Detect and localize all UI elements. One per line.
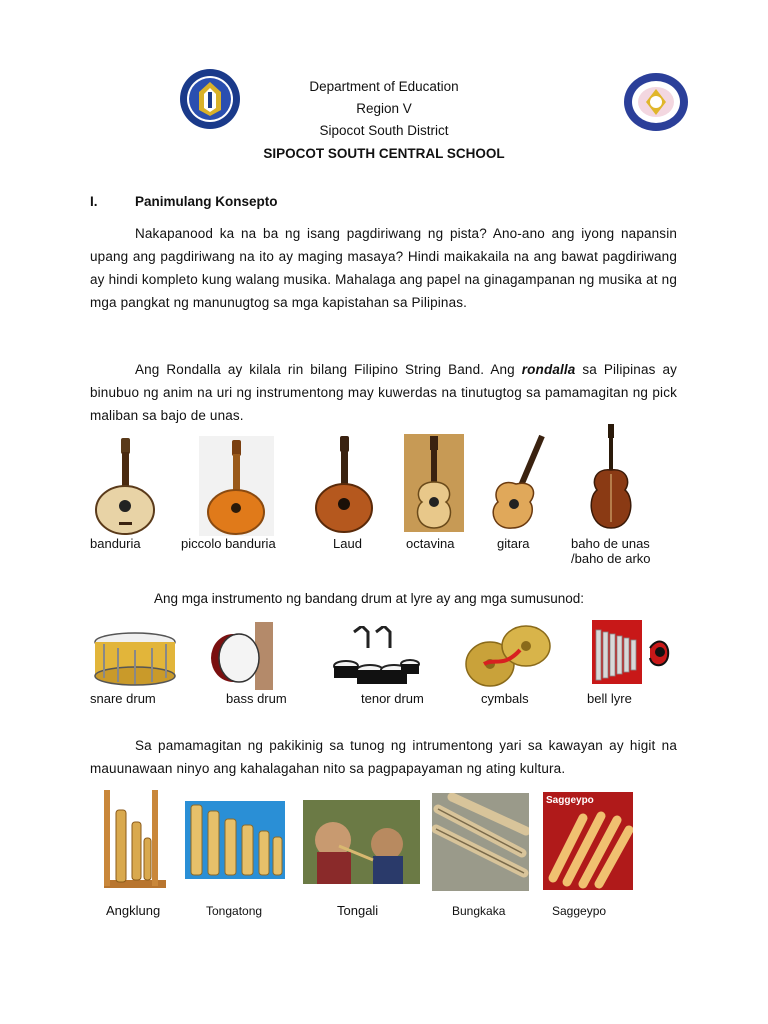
octavina-image [404, 434, 464, 532]
saggeypo-photo-caption: Saggeypo [546, 795, 594, 806]
label-gitara: gitara [497, 536, 530, 551]
bungkaka-image [432, 793, 529, 891]
banduria-image [93, 436, 158, 536]
paragraph-bamboo [90, 734, 677, 780]
paragraph-rondalla [90, 358, 677, 427]
label-baho-de-unas: baho de unas [571, 536, 650, 551]
baho-de-unas-image [581, 424, 641, 532]
label-baho-de-arko: /baho de arko [571, 551, 651, 566]
header-school: SIPOCOT SOUTH CENTRAL SCHOOL [263, 146, 505, 161]
section-title: Panimulang Konsepto [135, 194, 278, 209]
bell-lyre-image [586, 618, 672, 690]
drum-intro: Ang mga instrumento ng bandang drum at lyre ay ang mga sumusunod: [154, 591, 585, 606]
deped-seal [177, 68, 243, 130]
bass-drum-image [205, 622, 277, 690]
paragraph-rondalla-before: Ang Rondalla ay kilala rin bilang Filipino String Band. Ang [135, 362, 522, 377]
tongali-image [303, 800, 420, 884]
rondalla-emphasis: rondalla [521, 362, 576, 377]
label-tongatong: Tongatong [206, 904, 263, 918]
header-district: Sipocot South District [319, 123, 449, 138]
label-tenor-drum: tenor drum [361, 691, 424, 706]
tenor-drum-image [332, 626, 420, 690]
section-number: I. [90, 194, 98, 209]
label-banduria: banduria [90, 536, 141, 551]
cymbals-image [464, 624, 554, 690]
label-angklung: Angklung [106, 903, 161, 918]
label-saggeypo: Saggeypo [552, 904, 607, 918]
label-tongali: Tongali [337, 903, 379, 918]
angklung-image [102, 788, 168, 896]
paragraph-intro [90, 222, 677, 314]
piccolo-banduria-image [199, 436, 274, 536]
header-department: Department of Education [309, 79, 459, 94]
label-cymbals: cymbals [481, 691, 529, 706]
label-snare-drum: snare drum [90, 691, 156, 706]
label-laud: Laud [333, 536, 362, 551]
snare-drum-image [92, 630, 178, 688]
label-bell-lyre: bell lyre [587, 691, 632, 706]
label-bass-drum: bass drum [226, 691, 287, 706]
paragraph-bamboo-text: Sa pamamagitan ng pakikinig sa tunog ng intrumentong yari sa kawayan ay higit na mauunawaan ninyo ang kahalagahan nito sa pagpapayaman ng ating kultura. [90, 738, 677, 776]
tongatong-image [185, 801, 285, 879]
gitara-image [486, 432, 552, 532]
paragraph-intro-text: Nakapanood ka na ba ng isang pagdiriwang ng pista? Ano-ano ang iyong napansin upang ang pagdiriwang na ito ay maging masaya? Hindi maikakaila na ang bawat pagdiriwang ay hindi kompleto kung walang musika. Mahalaga ang papel na ginagampanan ng musika at ng mga pangkat ng manunugtog sa mga kapistahan sa Pilipinas. [90, 226, 677, 310]
paragraph-rondalla-after: sa Pilipinas ay binubuo ng anim na uri ng instrumentong may kuwerdas na tinutugtog sa pamamagitan ng pick maliban sa bajo de unas. [90, 362, 677, 423]
saggeypo-image [543, 792, 633, 890]
header-region: Region V [356, 101, 412, 116]
label-octavina: octavina [406, 536, 455, 551]
laud-image [310, 434, 378, 534]
label-bungkaka: Bungkaka [452, 904, 506, 918]
label-piccolo-banduria: piccolo banduria [181, 536, 276, 551]
